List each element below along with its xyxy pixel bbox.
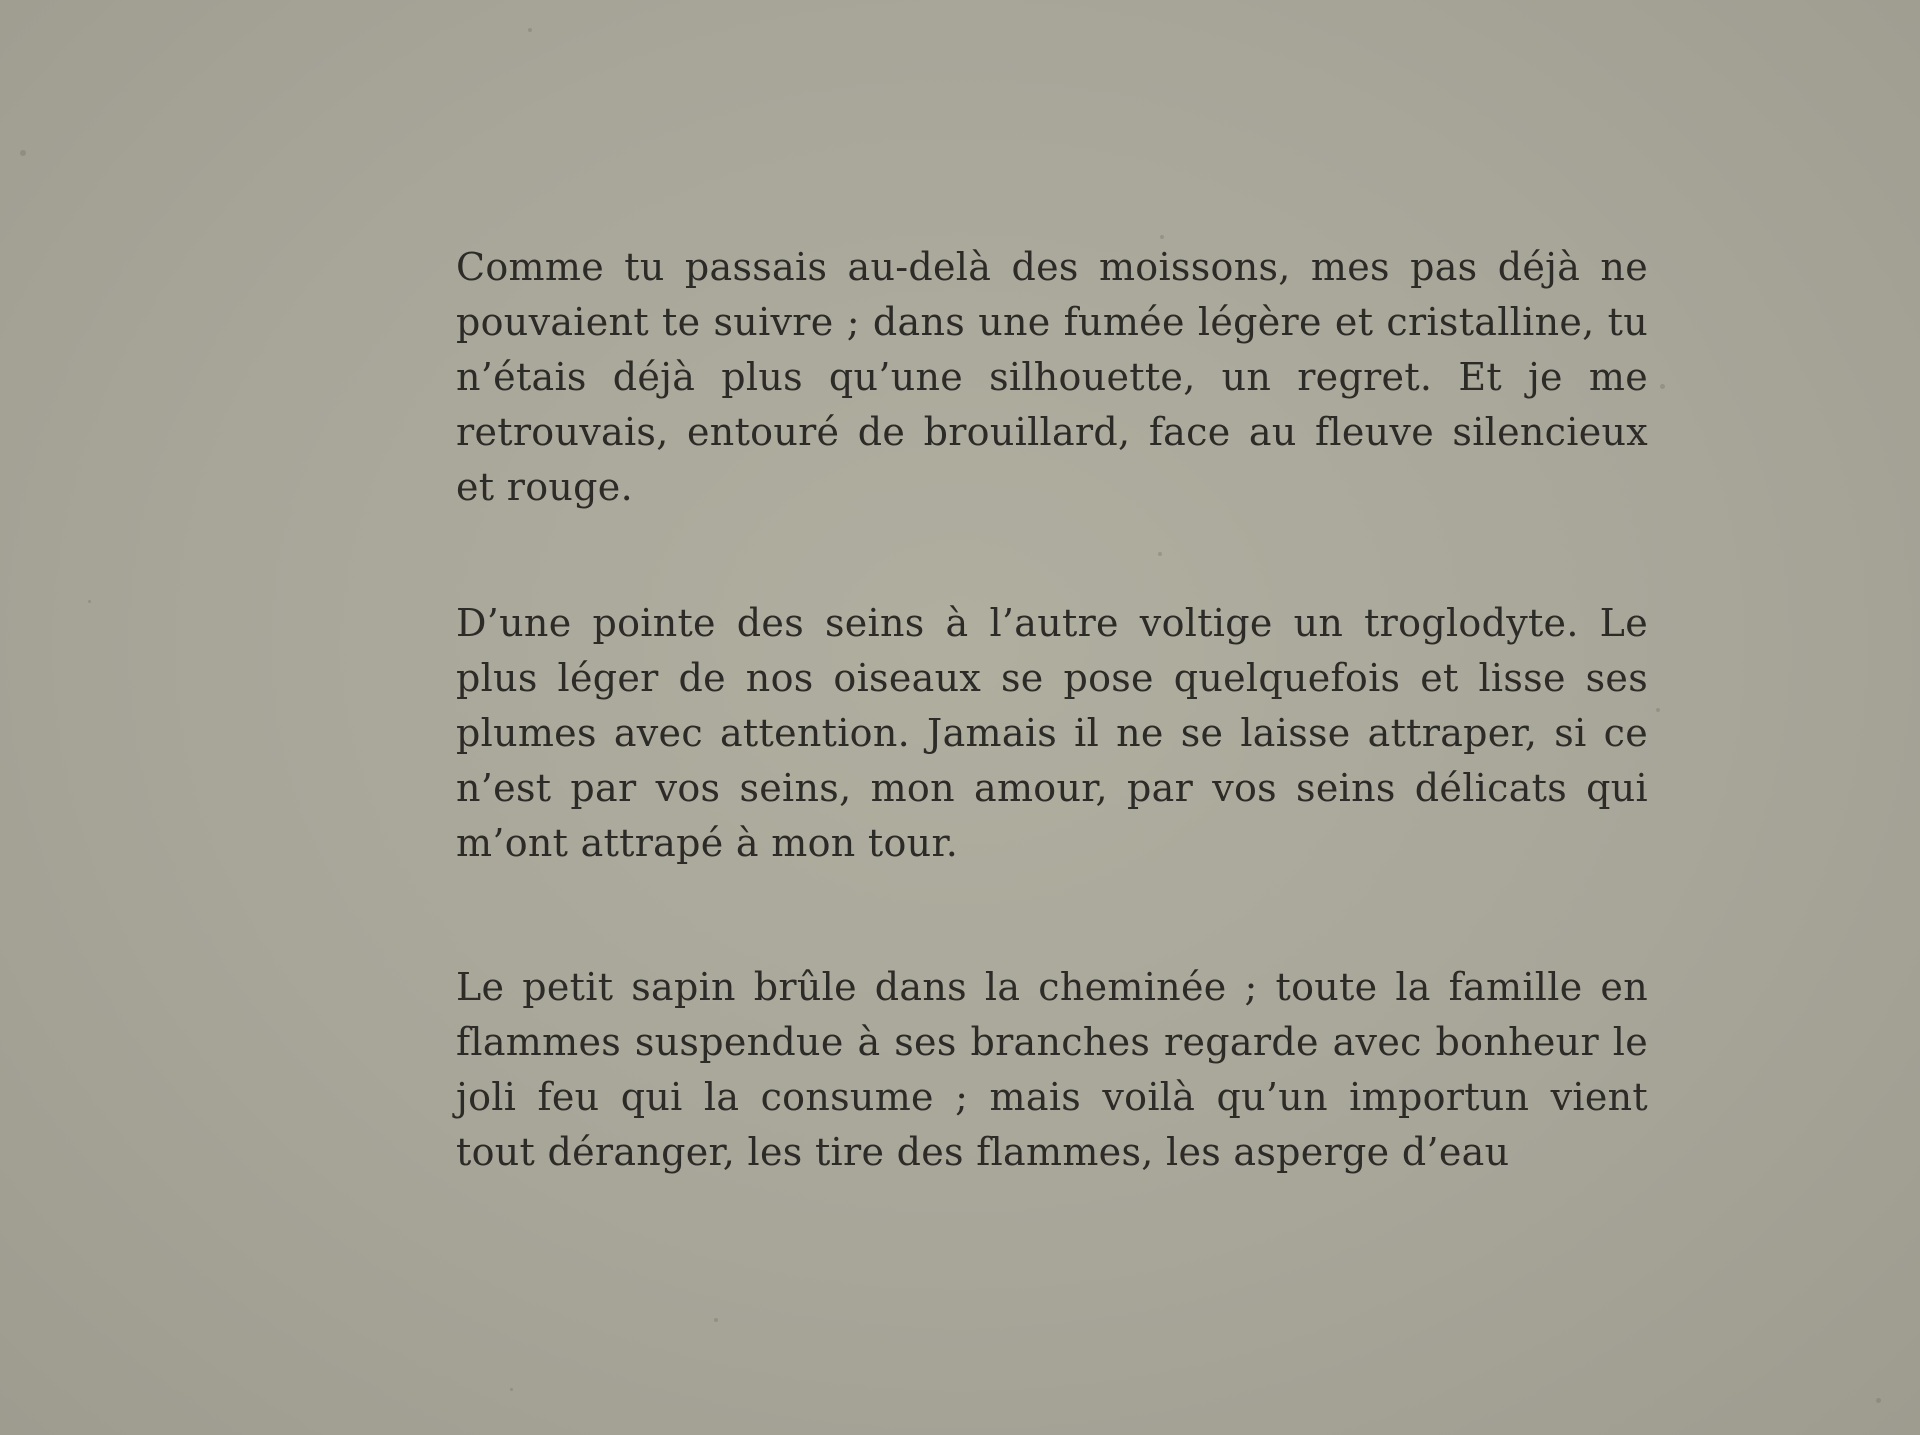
paper-speck [714,1318,718,1322]
paragraph-3: Le petit sapin brûle dans la cheminée ; toute la famille en flammes suspendue à ses branches regarde avec bonheur le joli feu qui la consume ; mais voilà qu’un importun vient tout déranger, les tire des flammes, les asperge d’eau [456,965,1648,1174]
paragraph-1: Comme tu passais au-delà des moissons, mes pas déjà ne pouvaient te suivre ; dans une fumée légère et cristalline, tu n’étais déjà plus qu’une silhouette, un regret. Et je me retrouvais, entouré de brouillard, face au fleuve silencieux et rouge. [456,245,1648,509]
paper-speck [1660,384,1665,389]
paper-speck [1160,235,1164,239]
paper-speck [528,28,532,32]
paper-speck [20,150,26,156]
paper-speck [510,1388,513,1391]
paragraph-2: D’une pointe des seins à l’autre voltige un troglodyte. Le plus léger de nos oiseaux se pose quelquefois et lisse ses plumes avec attention. Jamais il ne se laisse attraper, si ce n’est par vos seins, mon amour, par vos seins délicats qui m’ont attrapé à mon tour. [456,601,1648,865]
paper-speck [88,600,91,603]
paper-speck [1656,708,1660,712]
paper-speck [1158,552,1162,556]
paper-speck [1876,1398,1881,1403]
